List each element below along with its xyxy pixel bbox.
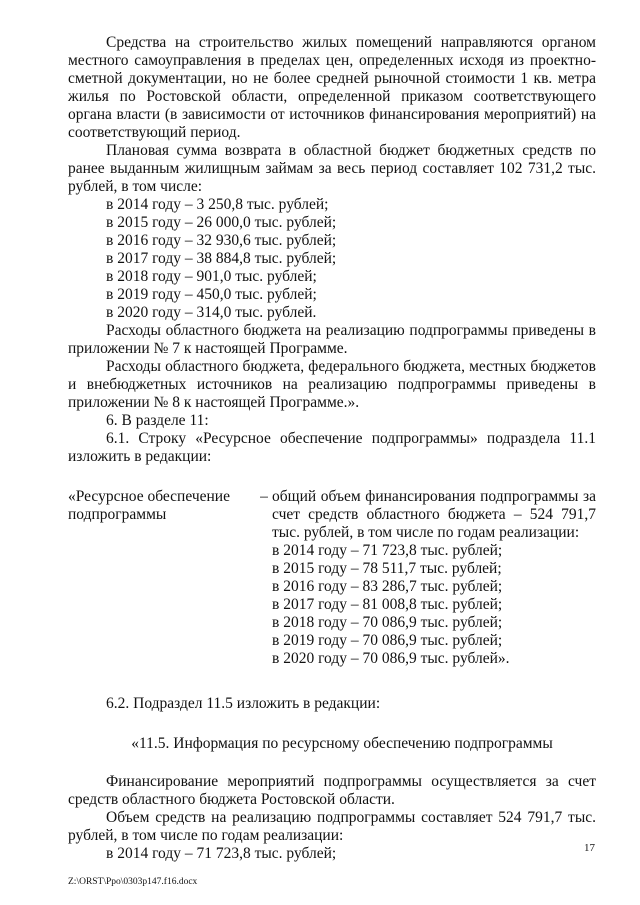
subsection-heading: «11.5. Информация по ресурсному обеспечению подпрограммы <box>131 735 553 752</box>
resource-provision-dash: – <box>260 488 268 505</box>
refund-year-2020: в 2020 году – 314,0 тыс. рублей. <box>106 304 317 321</box>
resource-provision-intro: общий объем финансирования подпрограммы за счет средств областного бюджета – 524 791,7 тыс. рублей, в том числе по годам реализации: <box>272 488 596 541</box>
paragraph-volume: Объем средств на реализацию подпрограммы составляет 524 791,7 тыс. рублей, в том числе по годам реализации: <box>68 809 596 844</box>
refund-year-2016: в 2016 году – 32 930,6 тыс. рублей; <box>106 232 337 249</box>
paragraph-appendix-8: Расходы областного бюджета, федерального бюджета, местных бюджетов и внебюджетных источников на реализацию подпрограммы приведены в приложении № 8 к настоящей Программе.». <box>68 358 596 411</box>
resource-year-2020: в 2020 году – 70 086,9 тыс. рублей». <box>272 650 510 667</box>
paragraph-planned-refund: Плановая сумма возврата в областной бюджет бюджетных средств по ранее выданным жилищным займам за весь период составляет 102 731,2 тыс. рублей, в том числе: <box>68 142 596 195</box>
resource-year-2018: в 2018 году – 70 086,9 тыс. рублей; <box>272 614 503 631</box>
spacer <box>68 466 596 484</box>
spacer <box>68 668 596 695</box>
refund-year-2015: в 2015 году – 26 000,0 тыс. рублей; <box>106 214 337 231</box>
paragraph-item-6-1: 6.1. Строку «Ресурсное обеспечение подпрограммы» подраздела 11.1 изложить в редакции: <box>68 430 596 465</box>
resource-year-2017: в 2017 году – 81 008,8 тыс. рублей; <box>272 596 503 613</box>
resource-year-2014: в 2014 году – 71 723,8 тыс. рублей; <box>272 542 503 559</box>
resource-provision-row <box>68 488 596 668</box>
footer-file-path: Z:\ORST\Ppo\0303p147.f16.docx <box>68 877 198 887</box>
resource-provision-label: «Ресурсное обеспечение подпрограммы <box>68 488 230 523</box>
refund-year-2019: в 2019 году – 450,0 тыс. рублей; <box>106 286 317 303</box>
page-number: 17 <box>584 842 595 854</box>
refund-year-2018: в 2018 году – 901,0 тыс. рублей; <box>106 268 317 285</box>
paragraph-year-2014: в 2014 году – 71 723,8 тыс. рублей; <box>106 845 337 862</box>
refund-year-2017: в 2017 году – 38 884,8 тыс. рублей; <box>106 250 337 267</box>
resource-provision-value <box>272 488 596 668</box>
resource-year-2015: в 2015 году – 78 511,7 тыс. рублей; <box>272 560 502 577</box>
paragraph-section-11: 6. В разделе 11: <box>106 412 209 429</box>
resource-year-2016: в 2016 году – 83 286,7 тыс. рублей; <box>272 578 503 595</box>
refund-years-list <box>68 196 596 322</box>
document-page <box>68 34 596 863</box>
paragraph-construction-funds: Средства на строительство жилых помещений направляются органом местного самоуправления в пределах цен, определенных исходя из проектно-сметной документации, но не более средней рыночной стоимости 1 кв. метра жилья по Ростовской области, определенной приказом соответствующего органа власти (в зависимости от источников финансирования мероприятий) на соответствующий период. <box>68 34 596 141</box>
paragraph-appendix-7: Расходы областного бюджета на реализацию подпрограммы приведены в приложении № 7 к настоящей Программе. <box>68 322 596 357</box>
paragraph-item-6-2: 6.2. Подраздел 11.5 изложить в редакции: <box>106 695 381 712</box>
resource-year-2019: в 2019 году – 70 086,9 тыс. рублей; <box>272 632 503 649</box>
refund-year-2014: в 2014 году – 3 250,8 тыс. рублей; <box>106 196 329 213</box>
paragraph-financing: Финансирование мероприятий подпрограммы осуществляется за счет средств областного бюджета Ростовской области. <box>68 773 596 808</box>
